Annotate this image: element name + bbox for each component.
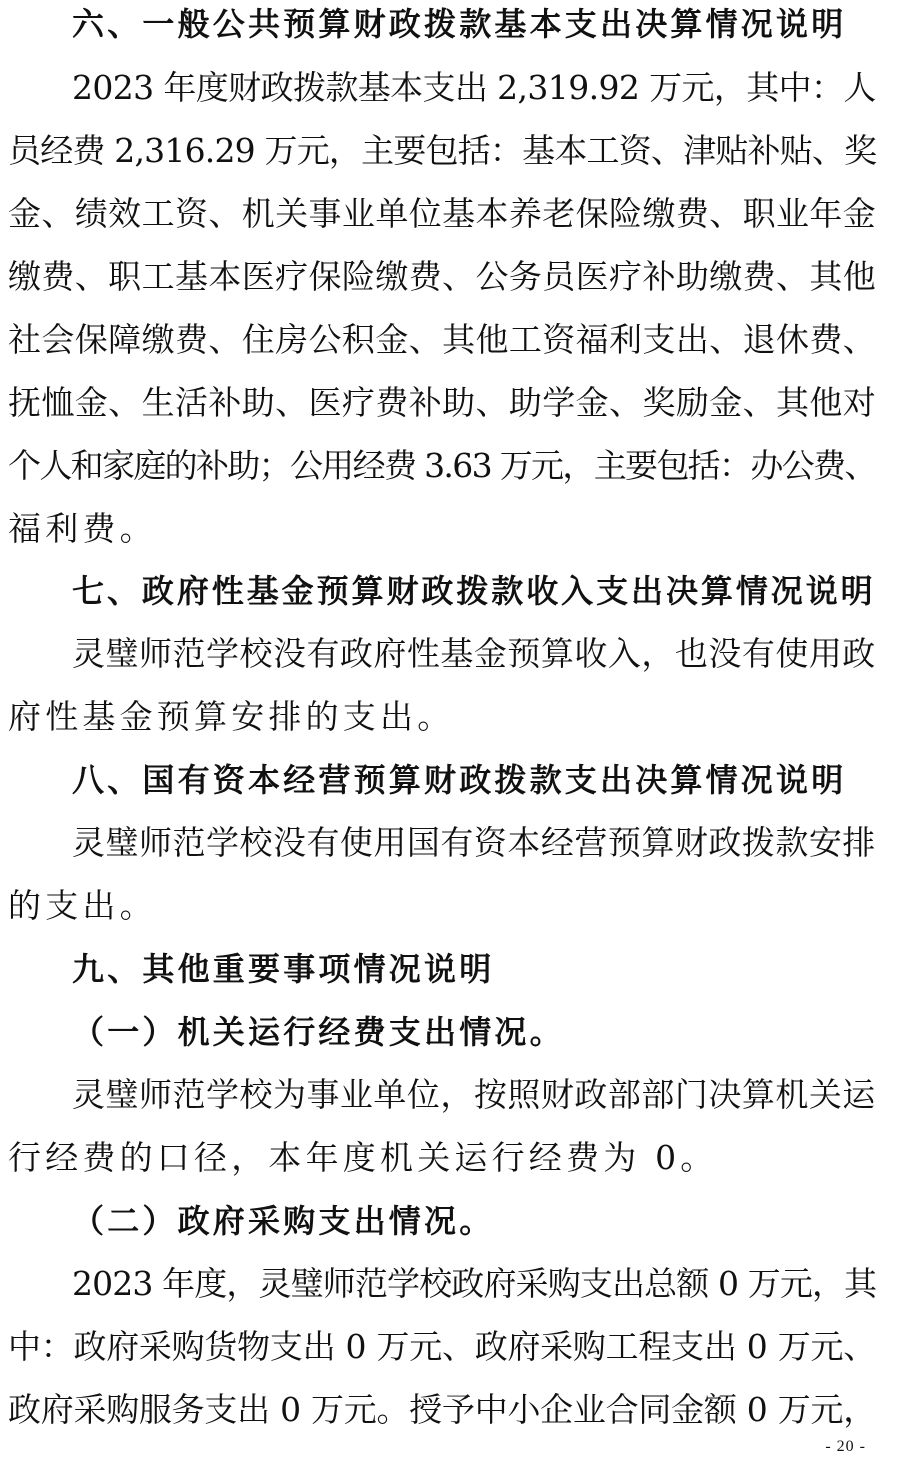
subsection-1-line-1: 灵璧师范学校为事业单位，按照财政部部门决算机关运 — [72, 1075, 876, 1114]
section-6-line-5: 社会保障缴费、住房公积金、其他工资福利支出、退休费、 — [8, 320, 877, 359]
subsection-2-heading: （二）政府采购支出情况。 — [72, 1202, 495, 1240]
section-6-line-1: 2023 年度财政拨款基本支出 2,319.92 万元，其中：人 — [72, 68, 876, 107]
section-7-heading: 七、政府性基金预算财政拨款收入支出决算情况说明 — [72, 572, 876, 610]
section-7-line-1: 灵璧师范学校没有政府性基金预算收入，也没有使用政 — [72, 634, 876, 673]
section-7-line-2: 府性基金预算安排的支出。 — [8, 697, 455, 736]
page-number: - 20 - — [825, 1438, 866, 1455]
section-6-line-3: 金、绩效工资、机关事业单位基本养老保险缴费、职业年金 — [8, 194, 877, 233]
section-9-heading: 九、其他重要事项情况说明 — [72, 950, 495, 988]
section-6-line-8: 福利费。 — [8, 509, 157, 548]
section-8-line-1: 灵璧师范学校没有使用国有资本经营预算财政拨款安排 — [72, 823, 876, 862]
section-6-line-4: 缴费、职工基本医疗保险缴费、公务员医疗补助缴费、其他 — [8, 257, 877, 296]
subsection-1-heading: （一）机关运行经费支出情况。 — [72, 1013, 565, 1051]
section-8-line-2: 的支出。 — [8, 886, 157, 925]
subsection-2-line-3: 政府采购服务支出 0 万元。授予中小企业合同金额 0 万元， — [8, 1390, 876, 1429]
section-8-heading: 八、国有资本经营预算财政拨款支出决算情况说明 — [72, 761, 847, 799]
section-6-line-6: 抚恤金、生活补助、医疗费补助、助学金、奖励金、其他对 — [8, 383, 877, 422]
section-6-line-2: 员经费 2,316.29 万元，主要包括：基本工资、津贴补贴、奖 — [8, 131, 877, 170]
section-6-heading: 六、一般公共预算财政拨款基本支出决算情况说明 — [72, 5, 847, 43]
subsection-1-line-2: 行经费的口径，本年度机关运行经费为 0。 — [8, 1138, 718, 1177]
subsection-2-line-1: 2023 年度，灵璧师范学校政府采购支出总额 0 万元，其 — [72, 1264, 877, 1303]
subsection-2-line-2: 中：政府采购货物支出 0 万元、政府采购工程支出 0 万元、 — [8, 1327, 876, 1366]
section-6-line-7: 个人和家庭的补助；公用经费 3.63 万元，主要包括：办公费、 — [8, 446, 876, 485]
